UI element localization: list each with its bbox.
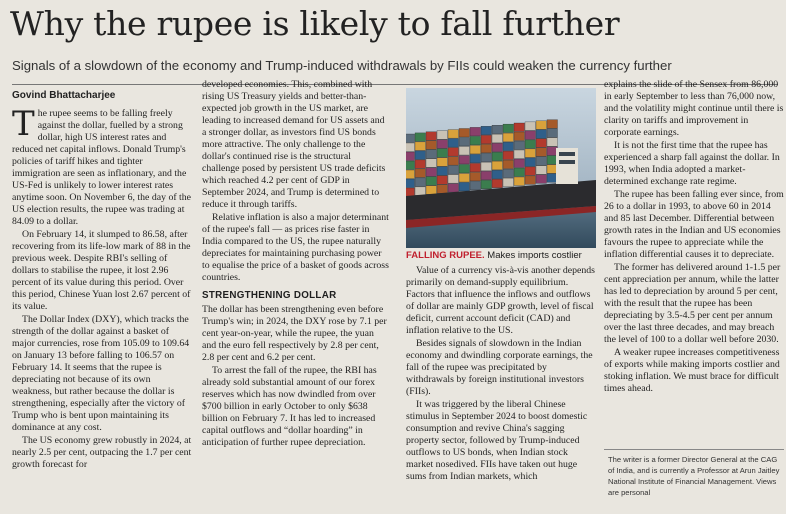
note-divider: [604, 449, 784, 450]
photo-caption: [406, 250, 606, 261]
paragraph: [604, 140, 784, 188]
column-4: [604, 79, 784, 396]
paragraph: [202, 212, 390, 284]
paragraph-text: he rupee seems to be falling freely against the dollar, fuelled by a strong dollar, high US interest rates and reduced net capital inflows. Donald Trump's policies of tariff hikes and tighter immigration are seen as inflationary, and the US-Fed is unlikely to lower interest rates anytime soon. On November 6, the day of the US election results, the rupee was trading at 84.09 to a dollar.: [12, 108, 192, 227]
paragraph: [12, 229, 192, 313]
paragraph-text: developed economies. This, combined with rising US Treasury yields and better-than-expected job growth in the US market, are leading to increased demand for US assets and a stronger dollar, as investors find US bonds more attractive. The only challenge to the dollar's continued rise is the structural challenge posed by persistent US trade deficits which reached 4.2 per cent of GDP in September 2024, and Trump is determined to reduce it through tariffs.: [202, 79, 386, 210]
paragraph-text: Relative inflation is also a major determinant of the rupee's fall — as prices rise faster in India compared to the US, the rupee naturally depreciates for maintaining purchasing power to equalise the price of a basket of goods across countries.: [202, 212, 389, 283]
column-3: [406, 265, 596, 484]
paragraph: [12, 104, 192, 228]
caption-text: Makes imports costlier: [484, 250, 582, 261]
paragraph-text: To arrest the fall of the rupee, the RBI has already sold substantial amount of our forex reserves which has now dwindled from over $700 billion in early October to only $638 billion on February 7. It has led to increased capital outflows and “dollar hoarding” in anticipation of further rupee depreciation.: [202, 365, 377, 448]
caption-tag: FALLING RUPEE.: [406, 250, 485, 261]
paragraph: [406, 399, 596, 483]
paragraph: [604, 79, 784, 139]
paragraph-text: It was triggered by the liberal Chinese stimulus in September 2024 to boost domestic consumption and revive China's sagging property sector, followed by Trump-induced outflows to US bonds, when Indian stock market nosedived. FIIs have taken out huge sums from Indian markets, which: [406, 399, 588, 482]
paragraph-text: Value of a currency vis-à-vis another depends primarily on demand-supply equilibrium. Factors that influence the inflows and outflows of dollar are mainly GDP growth, level of fiscal deficit, current account deficit (CAD) and inflation relative to the US.: [406, 265, 595, 336]
paragraph-text: On February 14, it slumped to 86.58, after recovering from its life-low mark of 88 in the previous week. Despite RBI's selling of dollars to stabilise the rupee, it lost 2.96 percent of its value during this period. Over this period, Chinese Yuan lost 2.67 percent of its value.: [12, 229, 191, 312]
drop-cap: T: [12, 104, 35, 144]
paragraph: [12, 435, 192, 471]
column-1: [12, 104, 192, 472]
paragraph-text: The Dollar Index (DXY), which tracks the strength of the dollar against a basket of major currencies, rose from 105.09 to 109.64 on January 13 before falling to 106.57 on February 14. It seems that the rupee is depreciating not because of its own weakness, but rather because the dollar is strengthening, especially after the victory of Trump who is bent upon maintaining its dominance at any cost.: [12, 314, 190, 433]
column-2: [202, 79, 390, 450]
paragraph: [406, 338, 596, 398]
paragraph-text: The former has delivered around 1-1.5 per cent appreciation per annum, while the latter has led to depreciation by around 5 per cent, with the result that the rupee has been depreciating by 3.5-4.5 per cent per annum over the last three decades, and may breach the level of 100 to a dollar well before 2030.: [604, 262, 781, 345]
paragraph: [604, 347, 784, 395]
paragraph-text: The dollar has been strengthening even before Trump's win; in 2024, the DXY rose by 7.1 per cent year-on-year, while the rupee, the yuan and the euro fell respectively by 2.8 per cent, 2.8 per cent and 6.2 per cent.: [202, 304, 387, 363]
paragraph: [604, 189, 784, 261]
paragraph: [202, 365, 390, 449]
paragraph: [202, 79, 390, 211]
section-subtitle: STRENGTHENING DOLLAR: [202, 290, 337, 301]
paragraph: [604, 262, 784, 346]
paragraph-text: It is not the first time that the rupee has experienced a sharp fall against the dollar. In 1993, when India adopted a market-determined exchange rate regime.: [604, 140, 780, 187]
headline: Why the rupee is likely to fall further: [10, 4, 620, 43]
paragraph-text: A weaker rupee increases competitiveness of exports while making imports costlier and stoking inflation. We must brace for difficult times ahead.: [604, 347, 780, 394]
paragraph: [406, 265, 596, 337]
byline: Govind Bhattacharjee: [12, 90, 116, 101]
container-ship-photo: [406, 88, 596, 248]
paragraph-text: The rupee has been falling ever since, from 26 to a dollar in 1993, to above 60 in 2014 and 85 last December. Differential between growth rates in the Indian and US economies favours the rupee to appreciate while the inflation differential causes it to depreciate.: [604, 189, 784, 260]
paragraph-text: Besides signals of slowdown in the Indian economy and dwindling corporate earnings, the fall of the rupee was precipitated by withdrawals by foreign institutional investors (FIIs).: [406, 338, 593, 397]
author-note: The writer is a former Director General at the CAG of India, and is currently a Professor at Arun Jaitley National Institute of Financial Management. Views are personal: [608, 455, 780, 497]
paragraph: [12, 314, 192, 434]
paragraph: [202, 304, 390, 364]
subhead: Signals of a slowdown of the economy and Trump-induced withdrawals by FIIs could weaken the currency further: [12, 58, 672, 73]
paragraph-text: The US economy grew robustly in 2024, at nearly 2.5 per cent, outpacing the 1.7 per cent growth forecast for: [12, 435, 192, 470]
paragraph-text: explains the slide of the Sensex from 86,000 in early September to less than 76,000 now, and the volatility might continue until there is clarity on tariffs and improvement in corporate earnings.: [604, 79, 784, 138]
